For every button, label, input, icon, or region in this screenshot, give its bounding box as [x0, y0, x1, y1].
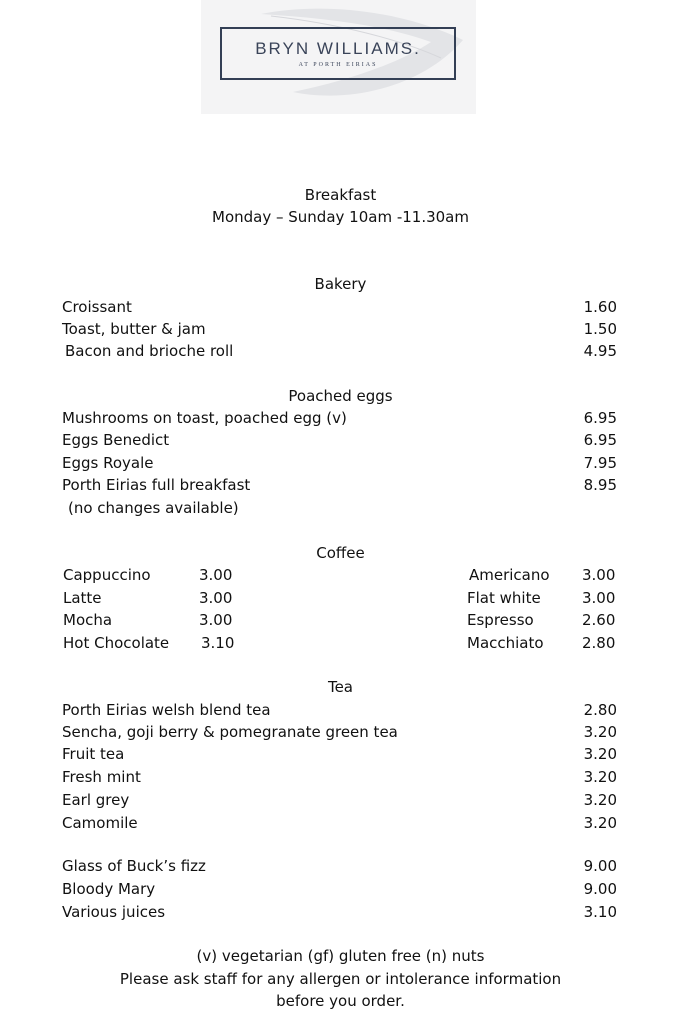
tea-item-price: 2.80 — [583, 701, 617, 719]
coffee-item-name: Flat white — [467, 589, 541, 607]
coffee-item-name: Hot Chocolate — [63, 634, 170, 652]
eggs-heading: Poached eggs — [288, 387, 393, 405]
eggs-note: (no changes available) — [68, 499, 239, 517]
drink-item-name: Various juices — [62, 903, 166, 921]
eggs-item-name: Porth Eirias full breakfast — [62, 476, 251, 494]
drink-item-name: Bloody Mary — [62, 880, 156, 898]
eggs-item-name: Eggs Royale — [62, 454, 154, 472]
eggs-item-price: 7.95 — [583, 454, 617, 472]
coffee-item-name: Macchiato — [467, 634, 544, 652]
bakery-item-name: Toast, butter & jam — [62, 320, 206, 338]
coffee-item-price: 3.00 — [199, 566, 233, 584]
tea-item-name: Earl grey — [62, 791, 130, 809]
logo-frame — [220, 27, 456, 80]
eggs-item-price: 6.95 — [583, 431, 617, 449]
coffee-item-price: 3.00 — [582, 589, 616, 607]
eggs-item-price: 6.95 — [583, 409, 617, 427]
tea-item-price: 3.20 — [583, 723, 617, 741]
eggs-item-price: 8.95 — [583, 476, 617, 494]
logo-subtitle: AT PORTH EIRIAS — [298, 62, 378, 68]
coffee-item-price: 3.00 — [199, 589, 233, 607]
tea-item-price: 3.20 — [583, 745, 617, 763]
tea-item-name: Fruit tea — [62, 745, 125, 763]
coffee-item-name: Espresso — [467, 611, 534, 629]
tea-item-name: Fresh mint — [62, 768, 141, 786]
logo-area — [201, 0, 476, 114]
bakery-item-price: 4.95 — [583, 342, 617, 360]
tea-item-name: Sencha, goji berry & pomegranate green tea — [62, 723, 398, 741]
drink-item-price: 9.00 — [583, 880, 617, 898]
coffee-item-name: Americano — [469, 566, 550, 584]
bakery-item-price: 1.60 — [583, 298, 617, 316]
drink-item-name: Glass of Buck’s fizz — [62, 857, 206, 875]
coffee-item-price: 3.00 — [199, 611, 233, 629]
bakery-heading: Bakery — [314, 275, 367, 293]
eggs-item-name: Eggs Benedict — [62, 431, 170, 449]
tea-item-name: Camomile — [62, 814, 138, 832]
tea-item-price: 3.20 — [583, 814, 617, 832]
tea-heading: Tea — [327, 678, 354, 696]
menu-hours: Monday – Sunday 10am -11.30am — [212, 208, 469, 226]
logo-name: BRYN WILLIAMS. — [255, 39, 421, 58]
drink-item-price: 9.00 — [583, 857, 617, 875]
coffee-item-name: Mocha — [63, 611, 113, 629]
bakery-item-name: Bacon and brioche roll — [65, 342, 234, 360]
coffee-item-price: 2.60 — [582, 611, 616, 629]
coffee-item-price: 3.10 — [201, 634, 235, 652]
coffee-item-name: Cappuccino — [63, 566, 151, 584]
allergen-notice-line2: before you order. — [276, 992, 405, 1010]
coffee-item-price: 2.80 — [582, 634, 616, 652]
coffee-item-price: 3.00 — [582, 566, 616, 584]
tea-item-price: 3.20 — [583, 768, 617, 786]
diet-legend: (v) vegetarian (gf) gluten free (n) nuts — [196, 947, 485, 965]
bakery-item-price: 1.50 — [583, 320, 617, 338]
eggs-item-name: Mushrooms on toast, poached egg (v) — [62, 409, 347, 427]
menu-title: Breakfast — [304, 186, 377, 204]
drink-item-price: 3.10 — [583, 903, 617, 921]
tea-item-name: Porth Eirias welsh blend tea — [62, 701, 271, 719]
allergen-notice-line1: Please ask staff for any allergen or intolerance information — [119, 970, 562, 988]
coffee-item-name: Latte — [63, 589, 102, 607]
tea-item-price: 3.20 — [583, 791, 617, 809]
bakery-item-name: Croissant — [62, 298, 132, 316]
coffee-heading: Coffee — [316, 544, 365, 562]
